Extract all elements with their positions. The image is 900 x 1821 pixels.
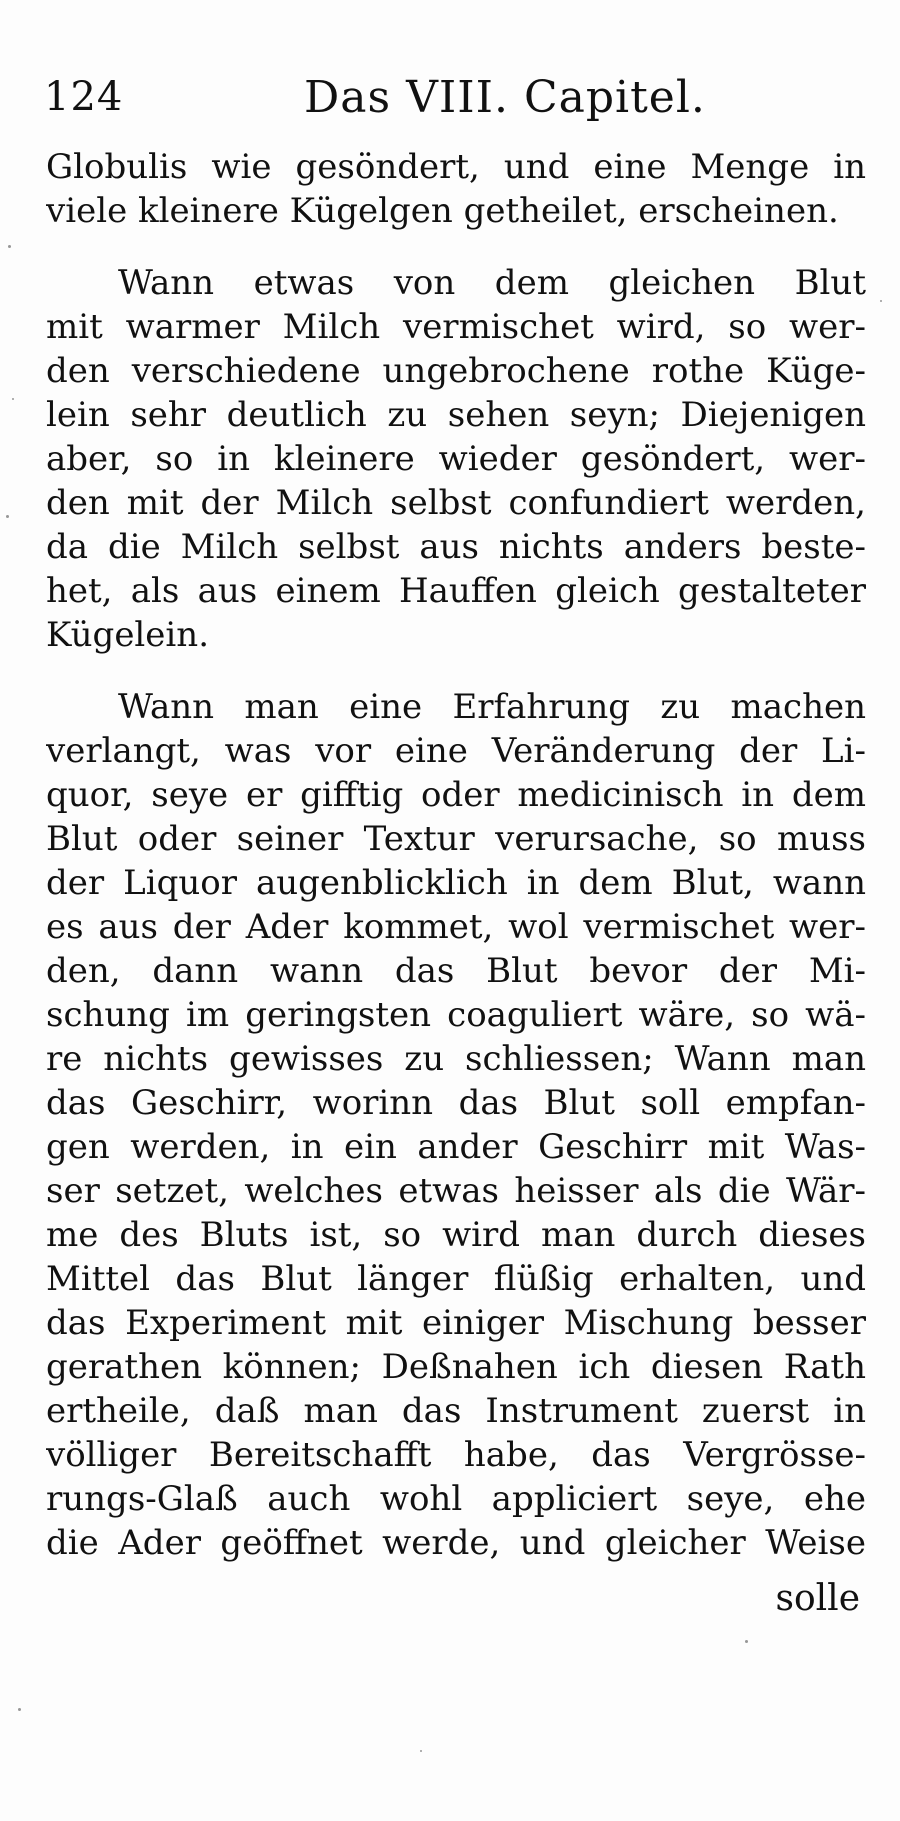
paragraph bbox=[46, 145, 866, 233]
text-line: lein sehr deutlich zu sehen seyn; Diejenigen bbox=[46, 395, 866, 435]
text-line: Globulis wie gesöndert, und eine Menge in bbox=[46, 147, 866, 187]
text-line: aber, so in kleinere wieder gesöndert, wer- bbox=[46, 439, 866, 479]
print-speck bbox=[12, 398, 14, 400]
text-line: Mittel das Blut länger flüßig erhalten, und bbox=[46, 1259, 866, 1299]
text-line: schung im geringsten coaguliert wäre, so wä- bbox=[46, 995, 866, 1035]
text-line: het, als aus einem Hauffen gleich gestalteter bbox=[46, 571, 866, 611]
text-line: ser setzet, welches etwas heisser als die Wär- bbox=[46, 1171, 866, 1211]
text-line: es aus der Ader kommet, wol vermischet wer- bbox=[46, 907, 866, 947]
print-speck bbox=[745, 1640, 748, 1643]
page-number: 124 bbox=[44, 74, 124, 120]
text-line: völliger Bereitschafft habe, das Vergrösse- bbox=[46, 1435, 866, 1475]
text-line: viele kleinere Kügelgen getheilet, erscheinen. bbox=[46, 191, 839, 231]
text-line: quor, seye er gifftig oder medicinisch in dem bbox=[46, 775, 866, 815]
text-line: die Ader geöffnet werde, und gleicher Weise bbox=[46, 1523, 866, 1563]
text-line: den verschiedene ungebrochene rothe Küge- bbox=[46, 351, 866, 391]
text-line: ertheile, daß man das Instrument zuerst in bbox=[46, 1391, 866, 1431]
print-speck bbox=[880, 300, 882, 302]
text-line: das Geschirr, worinn das Blut soll empfan- bbox=[46, 1083, 866, 1123]
text-line: Wann etwas von dem gleichen Blut bbox=[118, 263, 866, 303]
paragraph-gap bbox=[46, 233, 866, 261]
text-line: rungs-Glaß auch wohl appliciert seye, ehe bbox=[46, 1479, 866, 1519]
text-line: Blut oder seiner Textur verursache, so muss bbox=[46, 819, 866, 859]
running-head: Das VIII. Capitel. bbox=[304, 72, 706, 123]
text-line: den, dann wann das Blut bevor der Mi- bbox=[46, 951, 866, 991]
text-line: der Liquor augenblicklich in dem Blut, wann bbox=[46, 863, 866, 903]
paragraph bbox=[46, 685, 866, 1565]
text-line: verlangt, was vor eine Veränderung der Li- bbox=[46, 731, 866, 771]
paragraph-gap bbox=[46, 657, 866, 685]
text-line: das Experiment mit einiger Mischung besser bbox=[46, 1303, 866, 1343]
text-line: mit warmer Milch vermischet wird, so wer- bbox=[46, 307, 866, 347]
paragraph bbox=[46, 261, 866, 657]
print-speck bbox=[8, 245, 11, 248]
text-line: Kügelein. bbox=[46, 615, 210, 655]
text-line: gen werden, in ein ander Geschirr mit Was- bbox=[46, 1127, 866, 1167]
text-line: da die Milch selbst aus nichts anders beste- bbox=[46, 527, 866, 567]
print-speck bbox=[18, 1708, 21, 1711]
text-line: re nichts gewisses zu schliessen; Wann man bbox=[46, 1039, 866, 1079]
catchword: solle bbox=[775, 1578, 860, 1619]
text-line: me des Bluts ist, so wird man durch dieses bbox=[46, 1215, 866, 1255]
text-line: Wann man eine Erfahrung zu machen bbox=[118, 687, 866, 727]
body-text bbox=[46, 145, 866, 1565]
print-speck bbox=[6, 515, 9, 518]
print-speck bbox=[420, 1750, 422, 1752]
text-line: den mit der Milch selbst confundiert werden, bbox=[46, 483, 866, 523]
text-line: gerathen können; Deßnahen ich diesen Rath bbox=[46, 1347, 866, 1387]
page-header bbox=[44, 62, 844, 132]
